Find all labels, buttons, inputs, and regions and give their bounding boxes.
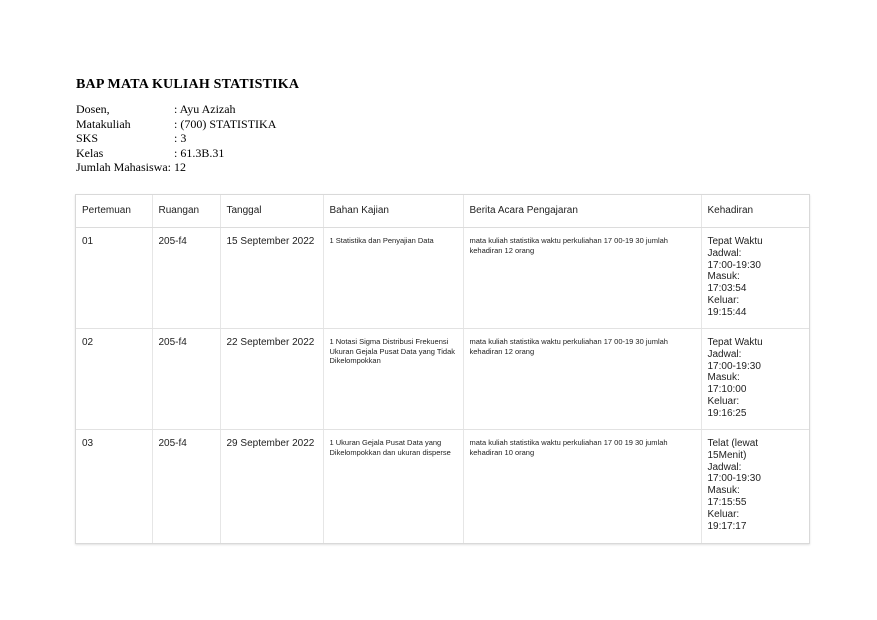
info-label: SKS	[76, 131, 99, 146]
course-info	[76, 102, 276, 175]
page-title: BAP MATA KULIAH STATISTIKA	[76, 77, 300, 92]
cell-pertemuan: 01	[76, 228, 152, 329]
cell-bahan-kajian: 1 Notasi Sigma Distribusi Frekuensi Ukuran Gejala Pusat Data yang Tidak Dikelompokkan	[323, 329, 463, 430]
kehadiran-line: Jadwal:	[707, 348, 742, 360]
column-header-ruangan: Ruangan	[152, 195, 220, 228]
info-row-kelas	[76, 146, 276, 161]
info-value: : 61.3B.31	[174, 145, 225, 160]
kehadiran-line: 17:15:55	[707, 496, 747, 508]
info-row-jumlah-mahasiswa	[76, 160, 276, 175]
kehadiran-line: 19:15:44	[707, 306, 747, 318]
column-header-kehadiran: Kehadiran	[701, 195, 809, 228]
cell-ruangan: 205-f4	[152, 430, 220, 543]
cell-kehadiran	[701, 430, 809, 543]
kehadiran-line: Keluar:	[707, 508, 740, 520]
info-row-matakuliah	[76, 117, 276, 132]
info-label: Jumlah Mahasiswa	[76, 160, 168, 175]
column-header-berita-acara: Berita Acara Pengajaran	[463, 195, 701, 228]
cell-ruangan: 205-f4	[152, 228, 220, 329]
info-value: : 12	[167, 160, 186, 175]
kehadiran-line: Keluar:	[707, 294, 740, 306]
cell-pertemuan: 03	[76, 430, 152, 543]
kehadiran-line: Keluar:	[707, 395, 740, 407]
kehadiran-line: Telat (lewat	[707, 438, 759, 449]
kehadiran-line: Tepat Waktu	[707, 236, 763, 247]
column-header-bahan-kajian: Bahan Kajian	[323, 195, 463, 228]
kehadiran-line: Jadwal:	[707, 461, 742, 473]
kehadiran-line: 17:00-19:30	[707, 360, 761, 372]
kehadiran-line: Masuk:	[707, 485, 740, 497]
table-header-row	[76, 195, 809, 228]
table-row	[76, 228, 809, 329]
cell-kehadiran	[701, 228, 809, 329]
info-row-dosen	[76, 102, 276, 117]
info-value: : 3	[174, 131, 187, 146]
cell-pertemuan: 02	[76, 329, 152, 430]
kehadiran-line: 19:17:17	[707, 520, 747, 532]
info-label: Kelas	[76, 145, 104, 160]
table-row	[76, 329, 809, 430]
kehadiran-line: 15Menit)	[707, 449, 747, 461]
info-label: Matakuliah	[76, 116, 131, 131]
kehadiran-line: 17:03:54	[707, 283, 747, 295]
attendance-table	[76, 195, 809, 543]
cell-berita-acara: mata kuliah statistika waktu perkuliahan 17 00-19 30 jumlah kehadiran 12 orang	[463, 329, 701, 430]
cell-ruangan: 205-f4	[152, 329, 220, 430]
info-value: : (700) STATISTIKA	[174, 116, 277, 131]
cell-berita-acara: mata kuliah statistika waktu perkuliahan 17 00-19 30 jumlah kehadiran 12 orang	[463, 228, 701, 329]
cell-tanggal: 22 September 2022	[220, 329, 323, 430]
cell-kehadiran	[701, 329, 809, 430]
attendance-table-container	[75, 194, 810, 544]
cell-bahan-kajian: 1 Ukuran Gejala Pusat Data yang Dikelompokkan dan ukuran disperse	[323, 430, 463, 543]
table-row	[76, 430, 809, 543]
cell-berita-acara: mata kuliah statistika waktu perkuliahan 17 00 19 30 jumlah kehadiran 10 orang	[463, 430, 701, 543]
info-row-sks	[76, 131, 276, 146]
kehadiran-line: Tepat Waktu	[707, 337, 763, 348]
kehadiran-line: 17:00-19:30	[707, 473, 761, 485]
cell-bahan-kajian: 1 Statistika dan Penyajian Data	[323, 228, 463, 329]
kehadiran-line: 17:10:00	[707, 384, 747, 396]
kehadiran-line: 17:00-19:30	[707, 259, 761, 271]
kehadiran-line: Jadwal:	[707, 247, 742, 259]
kehadiran-line: Masuk:	[707, 271, 740, 283]
cell-tanggal: 29 September 2022	[220, 430, 323, 543]
info-label: Dosen,	[76, 102, 110, 116]
column-header-tanggal: Tanggal	[220, 195, 323, 228]
column-header-pertemuan: Pertemuan	[76, 195, 152, 228]
info-value: : Ayu Azizah	[174, 102, 236, 116]
kehadiran-line: 19:16:25	[707, 407, 747, 419]
cell-tanggal: 15 September 2022	[220, 228, 323, 329]
kehadiran-line: Masuk:	[707, 372, 740, 384]
